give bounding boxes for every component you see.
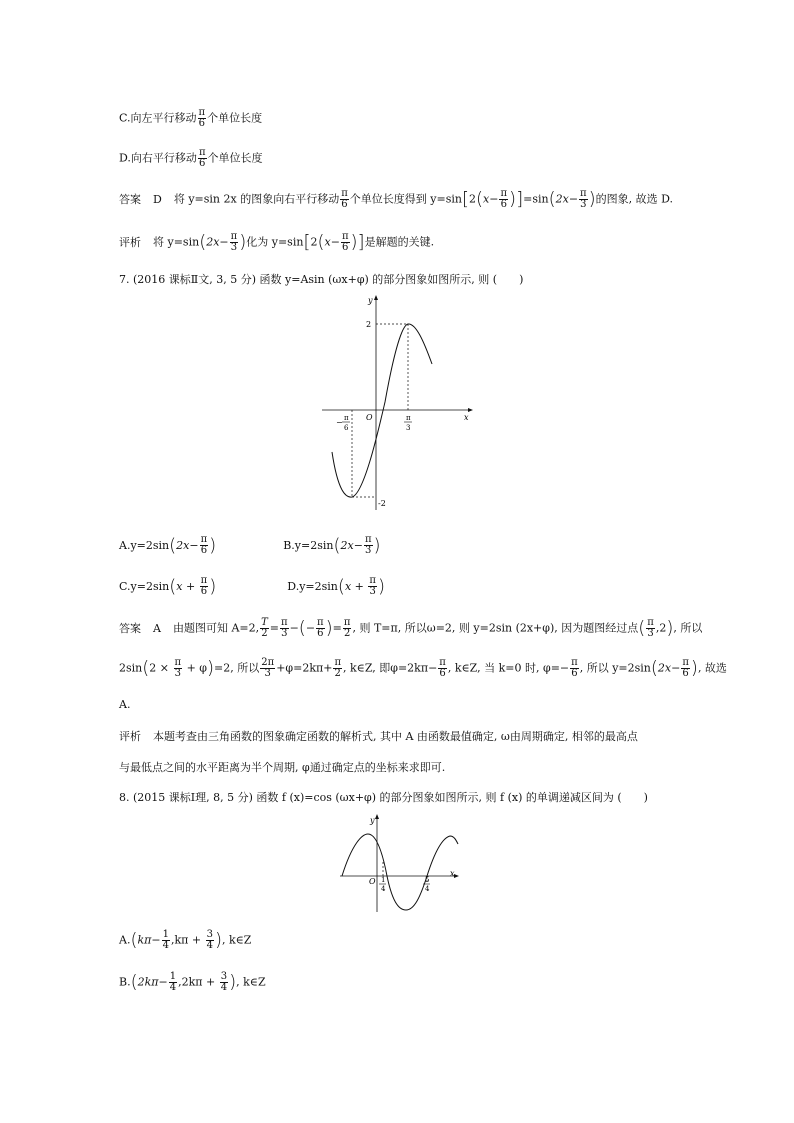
tick-right-num: π [406,414,411,422]
tick-max-label: 2 [366,320,372,329]
q7-answer-line2: 2sin(2 × $\frac{\pi}{3}$ + φ)=2, 所以 $\frac{2\pi}{3}$ +φ=2kπ+ $\frac{\pi}{2}$ , k∈Z, 即φ=2kπ− $\frac{\pi}{6}$ , k∈Z, 当 k=0 时, φ=− $\frac{\pi}{6}$ , 所以 y=2sin(2x− $\frac{\pi}{6}$ ), 故选 [119,657,727,679]
fraction: $\frac{\pi}{6}$ [500,188,508,210]
option-b: B.y=2sin(2x− $\frac{\pi}{3}$ ) [283,534,381,556]
math: 2 [469,192,476,206]
q7-answer-line3: A. [119,698,131,711]
fraction: $\frac{\pi}{6}$ [341,231,349,253]
answer-letter: A [153,621,161,635]
q6-option-d [119,148,263,169]
math: 2 [310,235,318,249]
answer-text: 由题图可知 A=2, [172,621,260,635]
fraction: $\frac{\pi}{3}$ [580,188,587,210]
q6-option-c [119,108,262,129]
y-axis-label: y [368,296,373,305]
math: 2x [206,235,220,249]
math: − [489,192,499,206]
answer-text: , 则 T=π, 所以ω=2, 则 y=2sin (2x+φ), 因为题图经过点 [352,621,639,635]
q8-stem: 8. (2015 课标Ⅰ理, 8, 5 分) 函数 f (x)=cos (ωx+φ) 的部分图象如图所示, 则 f (x) 的单调递减区间为 ( ) [119,791,648,804]
analysis-label: 评析 [119,235,141,249]
answer-text: 将 y=sin 2x 的图象向右平行移动 [173,192,340,206]
bracket: ] [516,188,524,210]
option-d: D.y=2sin(x + $\frac{\pi}{3}$ ) [287,575,385,597]
tick-left-num: π [344,414,349,422]
fraction: $\frac{\pi}{6}$ [198,147,206,169]
paren: ( [548,188,556,210]
answer-text: =sin [523,192,549,206]
origin-label: O [366,413,373,422]
bracket: [ [461,188,469,210]
answer-text: 个单位长度得到 y=sin [349,192,462,206]
math: 2x [555,192,569,206]
paren: ) [588,188,596,210]
math: − [330,235,340,249]
q7-analysis-line1 [119,729,638,745]
tick-min-label: -2 [378,499,386,508]
paren: ( [476,188,484,210]
sine-curve [332,324,432,497]
q7-options-ab [119,535,381,556]
answer-text: 的图象, 故选 D. [595,192,674,206]
analysis-label: 评析 [119,730,141,743]
option-text: D.向右平行移动 [119,151,197,165]
tick-left-den: 6 [344,424,349,432]
tick-1-den: 4 [381,885,386,893]
paren: ) [509,188,517,210]
q8-option-b: B.(2kπ− $\frac{1}{4}$ ,2kπ + $\frac{3}{4}$ ), k∈Z [119,971,266,993]
q7-options-cd [119,576,385,597]
answer-letter: D [153,192,162,206]
answer-text: , 所以 [673,621,703,635]
q8-graph [336,814,462,914]
cosine-curve [342,834,458,910]
analysis-text: 化为 y=sin [246,235,304,249]
q7-graph [318,292,478,517]
math: − [568,192,579,206]
origin-label: O [369,877,376,886]
fraction: $\frac{\pi}{6}$ [341,188,348,210]
fraction: $\frac{\pi}{6}$ [198,107,206,129]
option-text: 个单位长度 [207,151,263,165]
fraction: $\frac{\pi}{3}$ [230,231,238,253]
analysis-text: 将 y=sin [153,235,200,249]
tick-left-sign: − [336,418,343,427]
answer-label: 答案 [119,621,141,635]
y-axis-label: y [370,816,375,825]
option-text: 个单位长度 [207,111,263,125]
q7-answer-line1: 答案 A 由题图可知 A=2, $\frac{T}{2}$ = $\frac{\pi}{3}$ −(− $\frac{\pi}{6}$ )= $\frac{\pi}{2}$ , 则 T=π, 所以ω=2, 则 y=2sin (2x+φ), 因为题图经过点( $\frac{\pi}{3}$ ,2), 所以 [119,617,703,639]
q6-analysis: 评析 将 y=sin(2x− $\frac{\pi}{3}$ )化为 y=sin[2(x− $\frac{\pi}{6}$ )]是解题的关键. [119,231,435,253]
tick-1-num: 1 [381,876,386,884]
analysis-text: 是解题的关键. [364,235,435,249]
tick-right-den: 3 [406,424,411,432]
tick-2-den: 4 [425,885,430,893]
math: x [324,235,331,249]
math: x [483,192,490,206]
option-c: C.y=2sin(x + $\frac{\pi}{6}$ ) [119,575,217,597]
q6-answer [119,189,673,210]
analysis-text: 本题考查由三角函数的图象确定函数的解析式, 其中 A 由函数最值确定, ω由周期确定, 相邻的最高点 [153,730,638,743]
option-text: C.向左平行移动 [119,111,197,125]
q8-option-a: A.(kπ− $\frac{1}{4}$ ,kπ + $\frac{3}{4}$ ), k∈Z [119,929,252,951]
x-axis-label: x [450,869,455,878]
math: − [219,235,229,249]
q7-stem: 7. (2016 课标Ⅱ文, 3, 5 分) 函数 y=Asin (ωx+φ) 的部分图象如图所示, 则 ( ) [119,273,524,286]
answer-label: 答案 [119,192,141,206]
q7-analysis-line2: 与最低点之间的水平距离为半个周期, φ通过确定点的坐标来求即可. [119,761,446,774]
x-axis-label: x [464,413,469,422]
tick-2-num: 5 [425,876,430,884]
option-a: A.y=2sin(2x− $\frac{\pi}{6}$ ) [119,534,217,556]
